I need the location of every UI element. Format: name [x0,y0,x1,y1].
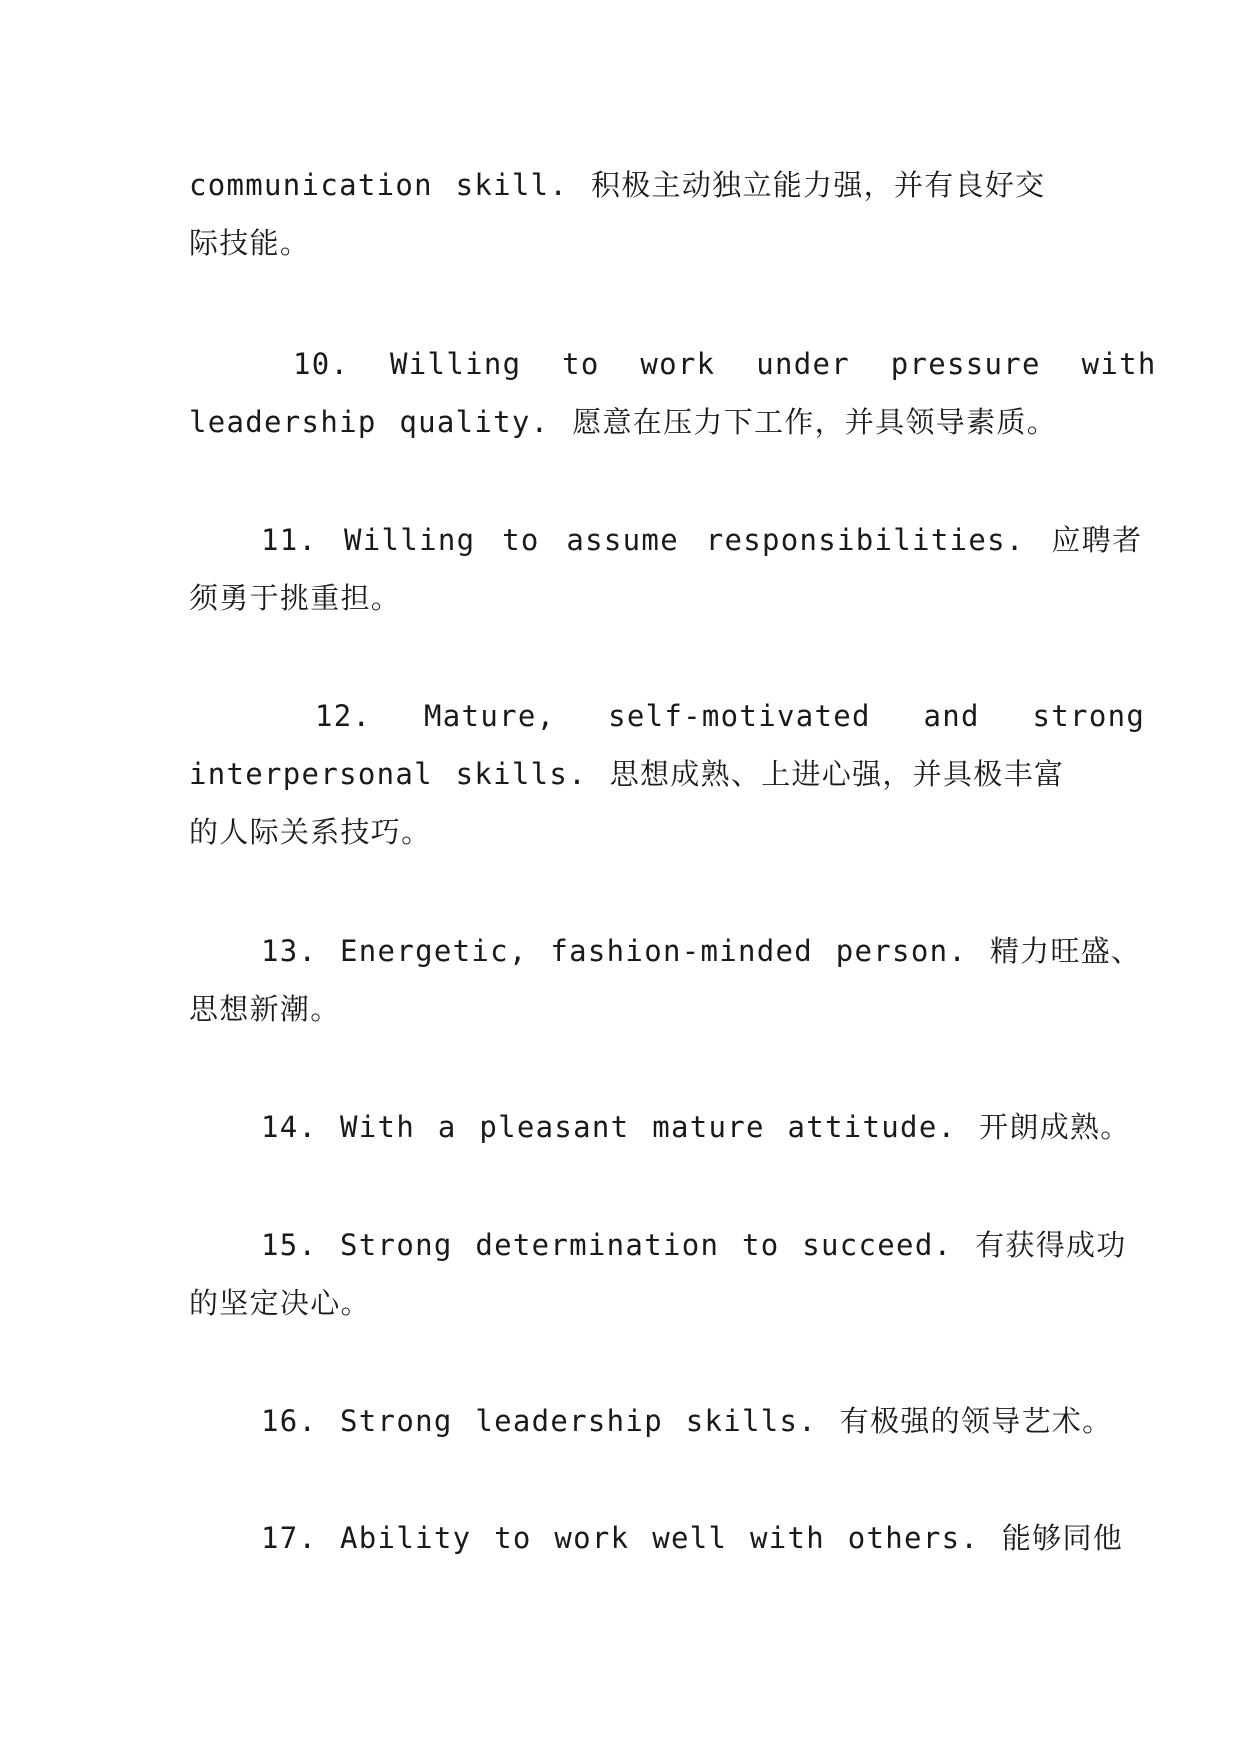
text-line: interpersonal skills. 思想成熟、上进心强，并具极丰富 [189,757,1065,791]
text-line: 思想新潮。 [189,992,341,1026]
paragraph-10 [189,335,1157,451]
text-line: 11. Willing to assume responsibilities. 应聘者 [261,523,1143,557]
paragraph-14 [189,1098,1131,1156]
paragraph-11 [189,511,1143,627]
text-line: 15. Strong determination to succeed. 有获得成功 [261,1228,1127,1262]
text-line: 的坚定决心。 [189,1286,371,1320]
paragraph-13 [189,922,1142,1038]
text-line: 须勇于挑重担。 [189,581,402,615]
paragraph-16 [189,1392,1113,1450]
text-line: 16. Strong leadership skills. 有极强的领导艺术。 [261,1404,1113,1438]
text-line: 17. Ability to work well with others. 能够同他 [261,1521,1124,1555]
text-line: 10. Willing to work under pressure with [293,347,1157,381]
paragraph-15 [189,1216,1127,1332]
text-line: 14. With a pleasant mature attitude. 开朗成熟。 [261,1110,1131,1144]
text-line: leadership quality. 愿意在压力下工作，并具领导素质。 [189,405,1057,439]
text-line: 12. Mature, self-motivated and strong [315,699,1146,733]
paragraph-12 [189,687,1146,861]
text-line: 13. Energetic, fashion-minded person. 精力旺盛、 [261,934,1142,968]
paragraph-9-continued [189,156,1059,272]
text-line: 的人际关系技巧。 [189,815,432,849]
text-line: communication skill. 积极主动独立能力强，并有良好交 [189,168,1046,202]
paragraph-17 [189,1509,1124,1567]
text-line: 际技能。 [189,226,311,260]
